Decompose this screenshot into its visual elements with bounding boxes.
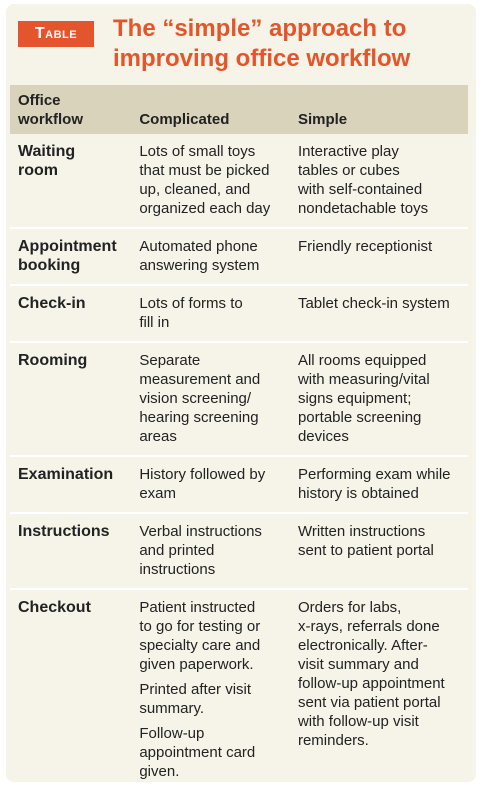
text-line: Instructions [18, 523, 110, 540]
workflow-cell [10, 589, 131, 790]
cell-paragraph [139, 142, 286, 218]
text-line: Lots of forms to [139, 295, 243, 312]
text-line: Verbal instructions [139, 523, 262, 540]
cell-paragraph [298, 142, 464, 218]
text-line: room [18, 162, 58, 179]
table-badge: Table [18, 21, 94, 47]
text-line: x-rays, referrals done [297, 618, 440, 635]
text-line: reminders. [297, 732, 369, 749]
text-line: Printed after visit [139, 681, 252, 698]
text-line: sent via patient portal [297, 694, 441, 711]
text-line: measurement and [139, 371, 261, 388]
complicated-cell [131, 342, 290, 456]
simple-cell [290, 513, 468, 589]
table-header-row [10, 85, 468, 134]
text-line: Examination [18, 466, 114, 483]
text-line: fill in [139, 314, 170, 331]
text-line: signs equipment; [297, 390, 412, 407]
header-office-workflow [10, 85, 131, 134]
text-line: visit summary and [297, 656, 419, 673]
cell-paragraph [139, 294, 286, 332]
title-line: improving office workflow [113, 45, 411, 72]
text-line: follow-up appointment [297, 675, 445, 692]
text-line: Lots of small toys [139, 143, 256, 160]
text-line: that must be picked [139, 162, 270, 179]
text-line: to go for testing or [139, 618, 261, 635]
complicated-cell [131, 228, 290, 285]
text-line: exam [139, 485, 177, 502]
workflow-cell [10, 228, 131, 285]
text-line: Office [18, 92, 61, 109]
text-line: Patient instructed [139, 599, 256, 616]
complicated-cell [131, 589, 290, 790]
text-line: history is obtained [297, 485, 419, 502]
text-line: nondetachable toys [297, 200, 429, 217]
workflow-cell [10, 513, 131, 589]
text-line: vision screening/ [139, 390, 252, 407]
text-line: hearing screening [139, 409, 259, 426]
cell-paragraph [139, 351, 286, 446]
cell-paragraph [139, 598, 286, 674]
cell-paragraph [139, 465, 286, 503]
cell-paragraph [298, 294, 464, 313]
table-row [10, 228, 468, 285]
text-line: devices [297, 428, 349, 445]
table-row [10, 134, 468, 228]
simple-cell [290, 228, 468, 285]
text-line: portable screening [297, 409, 422, 426]
table-body [10, 134, 468, 790]
workflow-cell [10, 342, 131, 456]
text-line: Separate [139, 352, 201, 369]
text-line: organized each day [139, 200, 271, 217]
simple-cell [290, 134, 468, 228]
text-line: Rooming [18, 352, 88, 369]
cell-paragraph [298, 522, 464, 560]
text-line: Waiting [18, 143, 76, 160]
simple-cell [290, 456, 468, 513]
text-line: electronically. After- [297, 637, 428, 654]
text-line: up, cleaned, and [139, 181, 251, 198]
simple-cell [290, 285, 468, 342]
text-line: answering system [139, 257, 260, 274]
text-line: Friendly receptionist [297, 238, 433, 255]
text-line: and printed [139, 542, 215, 559]
text-line: with follow-up visit [297, 713, 419, 730]
cell-paragraph [298, 598, 464, 750]
complicated-cell [131, 134, 290, 228]
text-line: sent to patient portal [297, 542, 434, 559]
text-line: Follow-up [139, 725, 205, 742]
text-line: Written instructions [297, 523, 426, 540]
text-line: tables or cubes [297, 162, 400, 179]
text-line: given paperwork. [139, 656, 254, 673]
text-line: instructions [139, 561, 216, 578]
text-line: with self-contained [297, 181, 423, 198]
complicated-cell [131, 456, 290, 513]
text-line: Complicated [139, 111, 230, 128]
simple-cell [290, 589, 468, 790]
workflow-cell [10, 134, 131, 228]
text-line: Orders for labs, [297, 599, 402, 616]
text-line: Interactive play [297, 143, 399, 160]
text-line: areas [139, 428, 177, 445]
simple-cell [290, 342, 468, 456]
text-line: appointment card [139, 744, 256, 761]
cell-paragraph [139, 522, 286, 579]
text-line: with measuring/vital [297, 371, 430, 388]
complicated-cell [131, 513, 290, 589]
cell-paragraph [298, 465, 464, 503]
text-line: Performing exam while [297, 466, 451, 483]
table-row [10, 456, 468, 513]
table-title [113, 14, 478, 74]
cell-paragraph [139, 724, 286, 781]
text-line: workflow [18, 111, 84, 128]
text-line: booking [18, 257, 81, 274]
workflow-cell [10, 456, 131, 513]
workflow-cell [10, 285, 131, 342]
text-line: specialty care and [139, 637, 261, 654]
table-row [10, 342, 468, 456]
text-line: Simple [297, 111, 348, 128]
table-row [10, 513, 468, 589]
workflow-table [10, 85, 468, 790]
text-line: Tablet check-in system [297, 295, 450, 312]
cell-paragraph [139, 680, 286, 718]
text-line: Automated phone [139, 238, 258, 255]
cell-paragraph [298, 351, 464, 446]
text-line: given. [139, 763, 180, 780]
title-line: The “simple” approach to [113, 15, 407, 42]
cell-paragraph [139, 237, 286, 275]
text-line: History followed by [139, 466, 266, 483]
table-row [10, 589, 468, 790]
table-row [10, 285, 468, 342]
text-line: Checkout [18, 599, 91, 616]
text-line: All rooms equipped [297, 352, 427, 369]
text-line: summary. [139, 700, 205, 717]
text-line: Appointment [18, 238, 117, 255]
complicated-cell [131, 285, 290, 342]
header-simple [290, 85, 468, 134]
header-complicated [131, 85, 290, 134]
text-line: Check-in [18, 295, 86, 312]
cell-paragraph [298, 237, 464, 256]
